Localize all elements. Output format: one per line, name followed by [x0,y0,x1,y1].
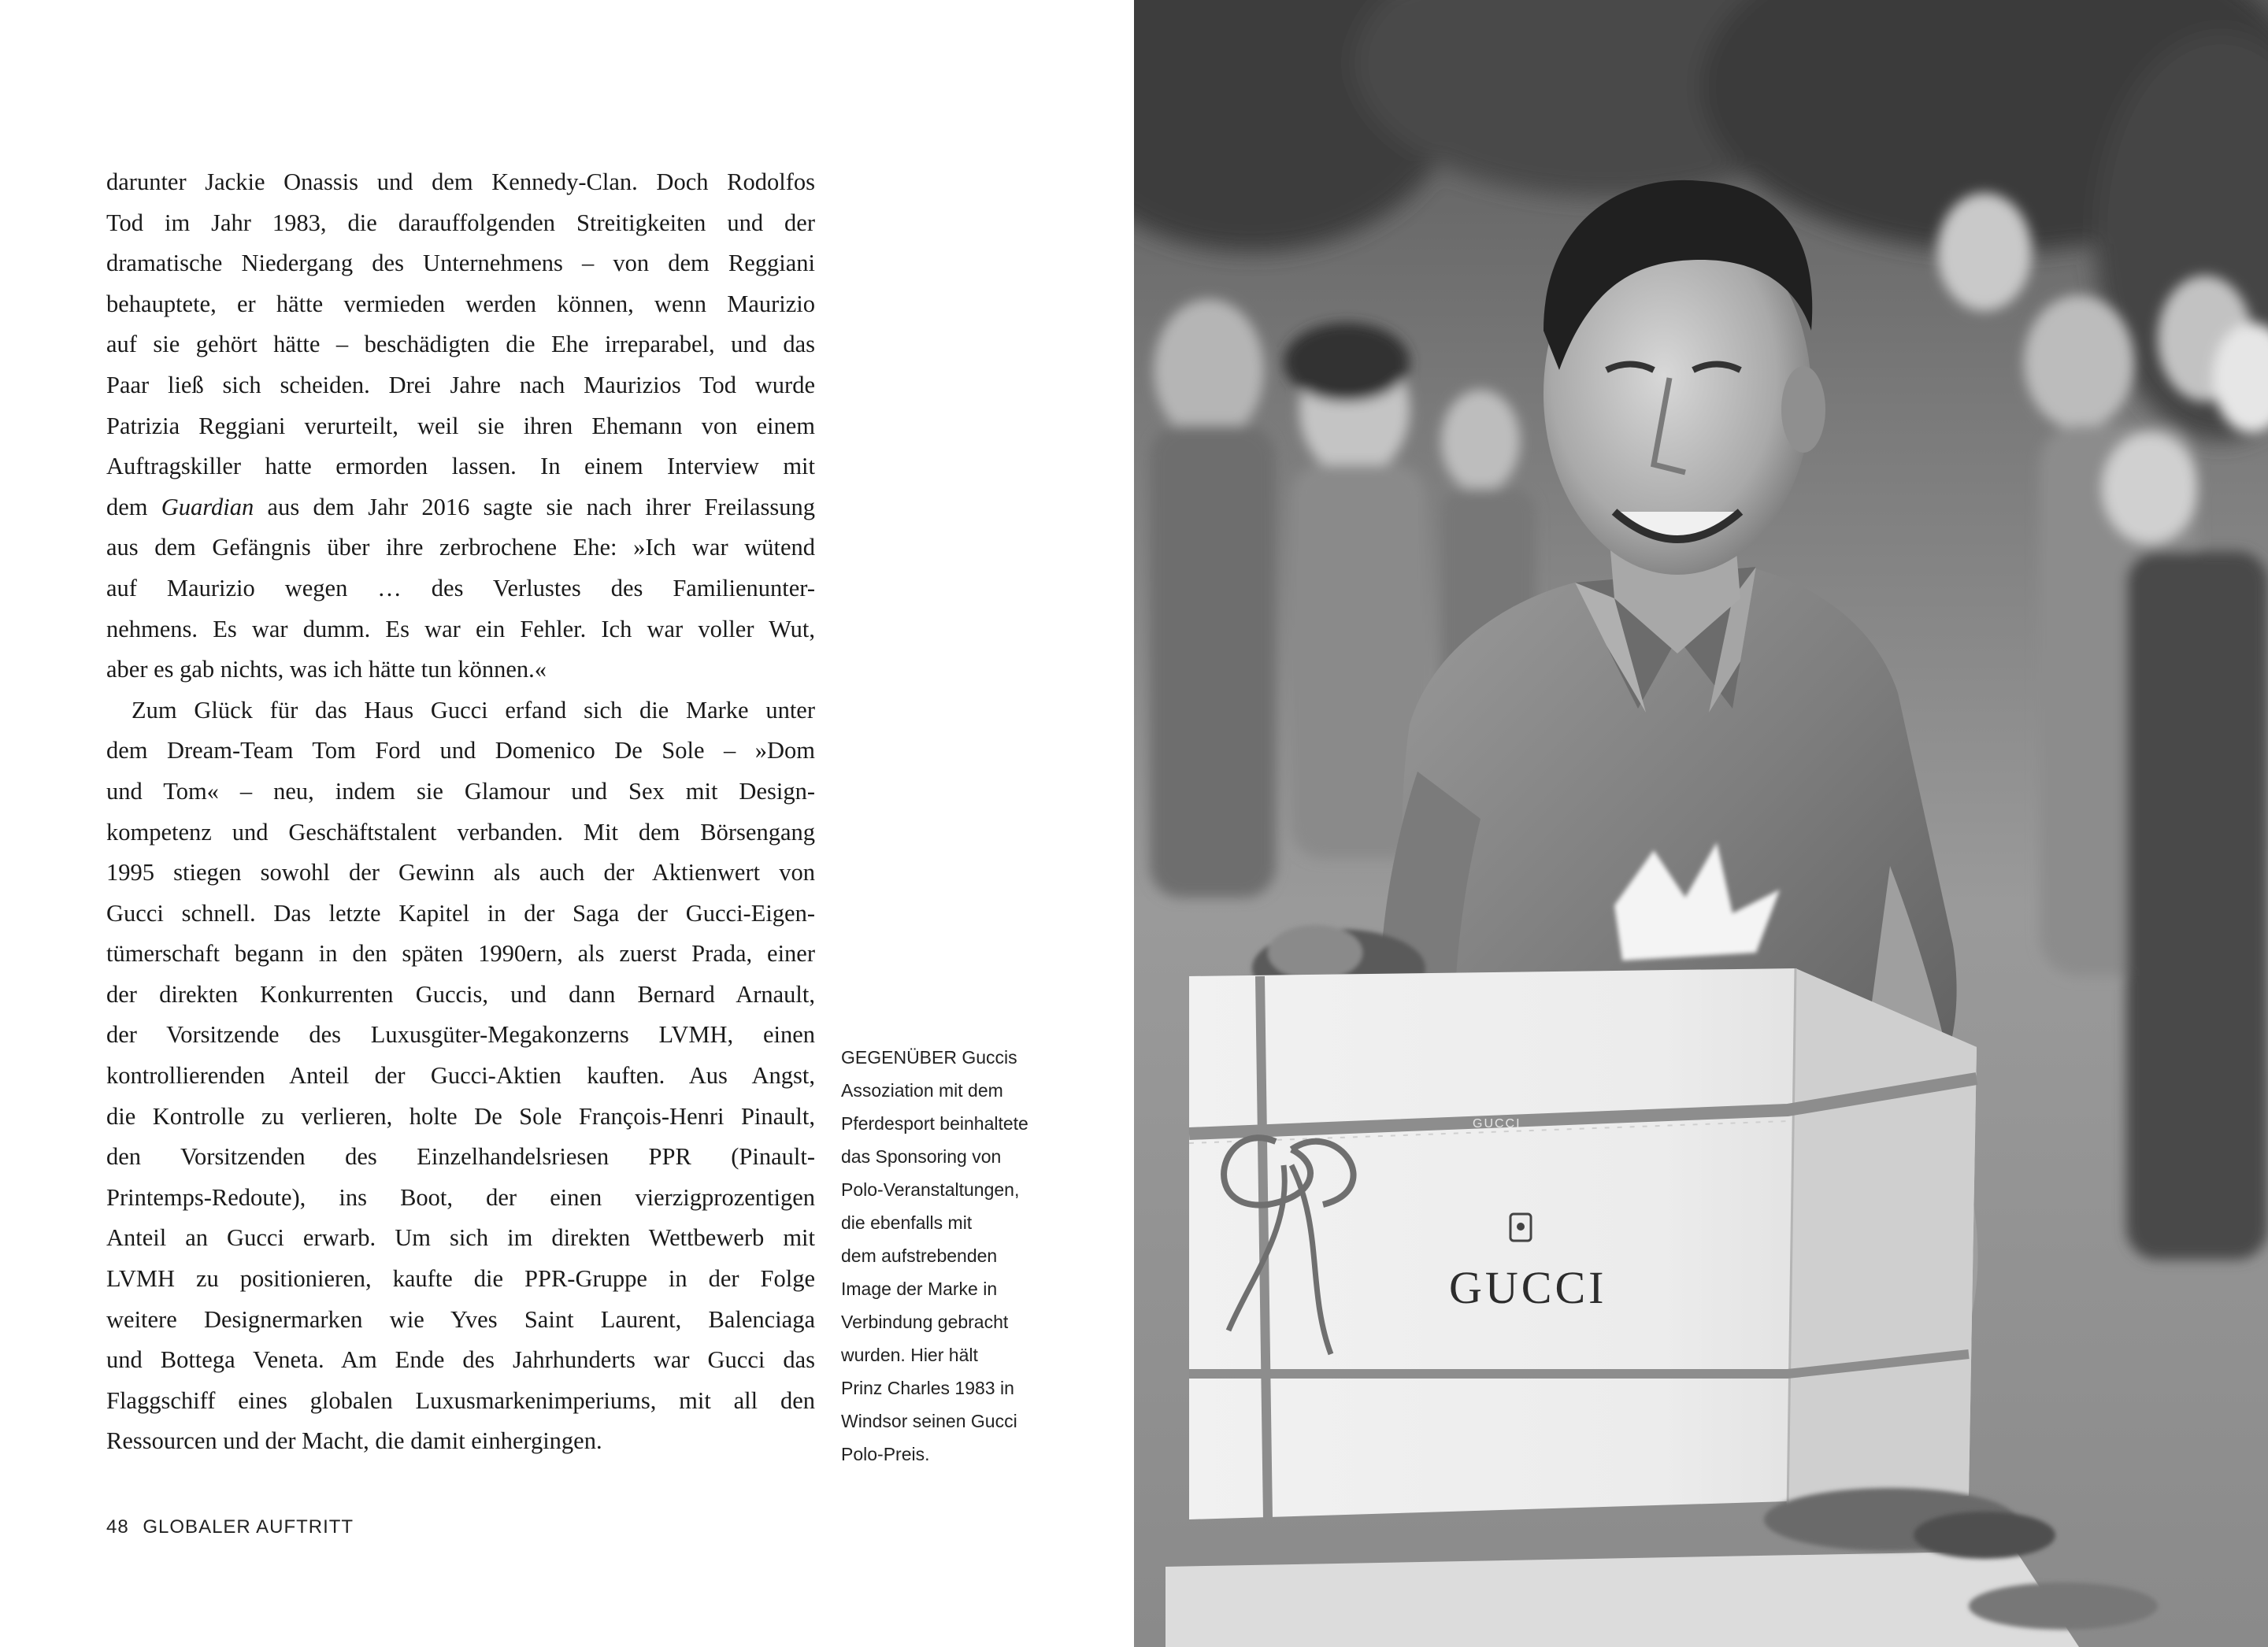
text-line: aus dem Gefängnis über ihre zerbrochene Ehe: »Ich war wütend [106,534,815,561]
paragraph-2 [106,690,815,1462]
text-line: der direkten Konkurrenten Guccis, und dann Bernard Arnault, [106,980,815,1008]
caption-line: Prinz Charles 1983 in [841,1378,1014,1398]
gucci-gift-box [1189,968,1977,1519]
caption-line: die ebenfalls mit [841,1212,973,1233]
text-line: Paar ließ sich scheiden. Drei Jahre nach Maurizios Tod wurde [106,371,815,398]
text-line: Auftragskiller hatte ermorden lassen. In einem Interview mit [106,453,815,480]
text-line: Flaggschiff eines globalen Luxusmarkenimperiums, mit all den [106,1386,815,1414]
text-line: Patrizia Reggiani verurteilt, weil sie ihren Ehemann von einem [106,412,815,439]
text-line-guardian [106,487,815,528]
guardian-after: aus dem Jahr 2016 sagte sie nach ihrer Freilassung [254,493,815,520]
caption-line: Image der Marke in [841,1279,998,1299]
caption-line: das Sponsoring von [841,1146,1002,1167]
text-line: nehmens. Es war dumm. Es war ein Fehler. Ich war voller Wut, [106,615,815,642]
text-line: und Tom« – neu, indem sie Glamour und Sex mit Design- [106,777,815,805]
paragraph-1 [106,162,815,690]
text-line: dem Dream-Team Tom Ford und Domenico De Sole – »Dom [106,737,815,764]
text-line: dramatische Niedergang des Unternehmens – von dem Reggiani [106,250,815,277]
gucci-logo: GUCCI [1449,1262,1607,1313]
caption-line: Polo-Veranstaltungen, [841,1179,1020,1200]
caption-line: Verbindung gebracht [841,1312,1009,1332]
text-line: behauptete, er hätte vermieden werden können, wenn Maurizio [106,290,815,317]
text-line: Ressourcen und der Macht, die damit einhergingen. [106,1427,602,1455]
body-text [106,162,815,1462]
text-line: Tod im Jahr 1983, die darauffolgenden Streitigkeiten und der [106,209,815,236]
text-line: der Vorsitzende des Luxusgüter-Megakonzerns LVMH, einen [106,1021,815,1049]
ribbon-text: GUCCI [1473,1117,1521,1131]
text-line: auf Maurizio wegen … des Verlustes des Familienunter- [106,574,815,601]
text-line: aber es gab nichts, was ich hätte tun können.« [106,656,547,683]
text-line: Anteil an Gucci erwarb. Um sich im direkten Wettbewerb mit [106,1224,815,1252]
guardian-title: Guardian [161,493,254,520]
text-line: tümerschaft begann in den späten 1990ern, als zuerst Prada, einer [106,940,815,968]
text-line: Zum Glück für das Haus Gucci erfand sich die Marke unter [132,696,815,724]
text-line: und Bottega Veneta. Am Ende des Jahrhunderts war Gucci das [106,1346,815,1374]
text-line: Printemps-Redoute), ins Boot, der einen vierzigprozentigen [106,1183,815,1211]
caption-line: Windsor seinen Gucci [841,1411,1017,1431]
caption-line: Pferdesport beinhaltete [841,1113,1028,1134]
text-line: kontrollierenden Anteil der Gucci-Aktien kauften. Aus Angst, [106,1062,815,1090]
text-line: LVMH zu positionieren, kaufte die PPR-Gruppe in der Folge [106,1265,815,1293]
caption-line: Assoziation mit dem [841,1080,1003,1101]
section-title: GLOBALER AUFTRITT [143,1516,354,1538]
text-line: auf sie gehört hätte – beschädigten die Ehe irreparabel, und das [106,331,815,358]
photo-caption [841,1041,1062,1471]
text-line: den Vorsitzenden des Einzelhandelsriesen PPR (Pinault- [106,1143,815,1171]
page-number: 48 [106,1516,129,1538]
caption-line: wurden. Hier hält [841,1345,978,1365]
photo-prince-charles [1134,0,2268,1647]
text-line: weitere Designermarken wie Yves Saint Laurent, Balenciaga [106,1305,815,1333]
text-line: 1995 stiegen sowohl der Gewinn als auch der Aktienwert von [106,859,815,886]
caption-line: Polo-Preis. [841,1444,930,1464]
caption-line: dem aufstrebenden [841,1245,998,1266]
text-line: Gucci schnell. Das letzte Kapitel in der Saga der Gucci-Eigen- [106,899,815,927]
photo-illustration [1134,0,2268,1647]
text-line: darunter Jackie Onassis und dem Kennedy-Clan. Doch Rodolfos [106,168,815,195]
text-line: die Kontrolle zu verlieren, holte De Sole François-Henri Pinault, [106,1102,815,1130]
page-footer [106,1516,354,1538]
text-line: kompetenz und Geschäftstalent verbanden. Mit dem Börsengang [106,818,815,846]
caption-line: GEGENÜBER Guccis [841,1047,1017,1068]
guardian-before: dem [106,493,161,520]
